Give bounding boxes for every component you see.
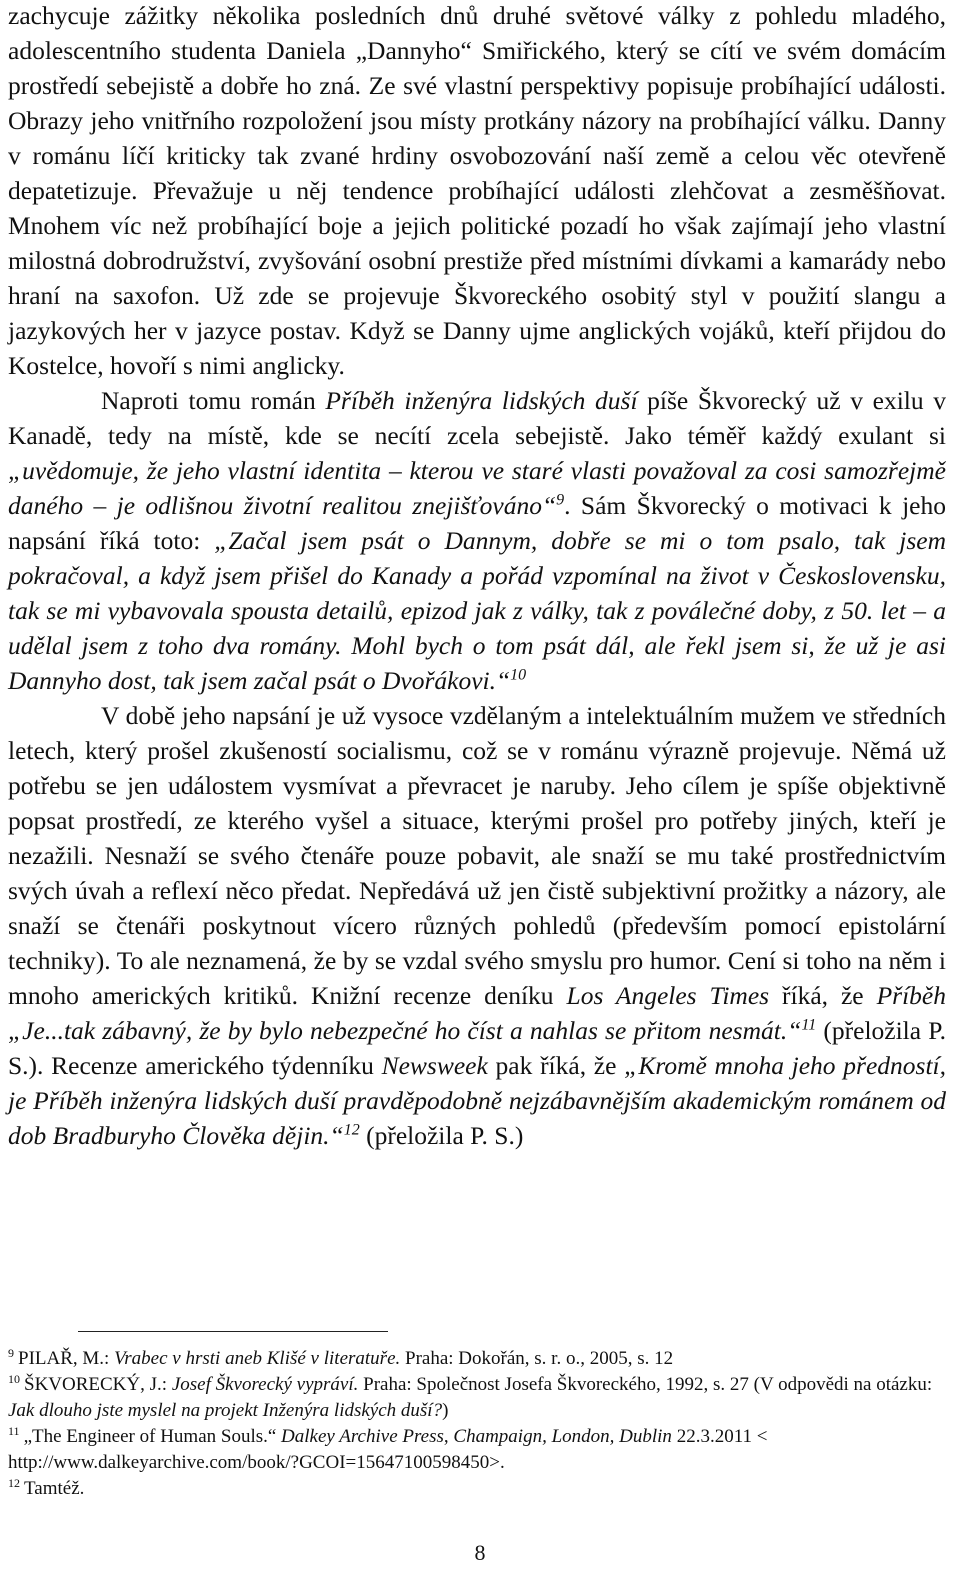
publisher: Dalkey Archive Press <box>281 1426 444 1447</box>
newspaper-title: Los Angeles Times <box>566 981 770 1010</box>
text: říká, že <box>769 981 877 1010</box>
text: ) <box>442 1400 449 1421</box>
footnote-ref[interactable]: 11 <box>801 1016 817 1034</box>
footnotes <box>8 1346 946 1502</box>
footnote-separator <box>78 1331 388 1332</box>
book-title: Příběh inženýra lidských duší <box>325 386 638 415</box>
document-page <box>8 0 946 1153</box>
footnote-number: 12 <box>8 1475 20 1490</box>
quotation: „uvědomuje, že jeho vlastní identita – kterou ve staré vlasti považoval za cosi samozřejmě daného – je odlišnou životní realitou znejišťováno“ <box>8 456 946 520</box>
quotation: Příběh „Je...tak zábavný, že by bylo nebezpečné ho číst a nahlas se přitom nesmát.“ <box>8 981 946 1045</box>
text: „The Engineer of Human Souls.“ <box>23 1426 282 1447</box>
footnote-number: 9 <box>8 1345 14 1360</box>
locations: Champaign, London, Dublin <box>453 1426 672 1447</box>
quotation: „Začal jsem psát o Dannym, dobře se mi o tom psalo, tak jsem pokračoval, a když jsem přišel do Kanady a pořád vzpomínal na život v Československu, tak se mi vybavovala spousta detailů, epizod jak z války, tak z poválečné doby, z 50. let – a udělal jsem z toho dva romány. Mohl bych o tom psát dál, ale řekl jsem si, že už je asi Dannyho dost, tak jsem začal psát o Dvořákovi.“ <box>8 526 946 695</box>
footnote-10 <box>8 1372 946 1424</box>
paragraph-3 <box>8 698 946 1153</box>
page-number: 8 <box>474 1540 486 1565</box>
text: Praha: Společnost Josefa Škvoreckého, 1992, s. 27 (V odpovědi na otázku: <box>358 1374 933 1395</box>
text: (přeložila P. S.). Recenze amerického týdenníku <box>8 1016 946 1080</box>
text: PILAŘ, M.: <box>18 1348 115 1369</box>
text: V době jeho napsání je už vysoce vzdělaným a intelektuálním mužem ve středních letech, který prošel zkušeností socialismu, což se v románu výrazně projevuje. Němá už potřebu se jen událostem vysmívat a převracet je naruby. Jeho cílem je spíše objektivně popsat prostředí, ze kterého vyšel a situace, kterými prošel pro potřeby jiných, kteří je nezažili. Nesnaží se svého čtenáře pouze pobavit, ale snaží se mu také prostřednictvím svých úvah a reflexí něco předat. Nepředává už jen čistě subjektivní prožitky a názory, ale snaží se čtenáři poskytnout vícero různých pohledů (především pomocí epistolární techniky). To ale neznamená, že by se vzdal svého smyslu pro humor. Cení si toho na něm i mnoho amerických kritiků. Knižní recenze deníku <box>8 701 946 1010</box>
book-title: Josef Škvorecký vypráví. <box>171 1374 359 1395</box>
text: . Sám Škvorecký o motivaci k jeho napsání říká toto: <box>8 491 946 555</box>
paragraph-1: zachycuje zážitky několika posledních dnů druhé světové války z pohledu mladého, adolescentního studenta Daniela „Dannyho“ Smiřického, který se cítí ve svém domácím prostředí sebejistě a dobře ho zná. Ze své vlastní perspektivy popisuje probíhající události. Obrazy jeho vnitřního rozpoložení jsou místy protkány názory na probíhající válku. Danny v románu líčí kriticky tak zvané hrdiny osvobozování naší země a celou věc otevřeně depatetizuje. Převažuje u něj tendence probíhající události zlehčovat a zesměšňovat. Mnohem víc než probíhající boje a jejich politické pozadí ho však zajímají jeho vlastní milostná dobrodružství, zvyšování osobní prestiže před místními dívkami a kamarády nebo hraní na saxofon. Už zde se projevuje Škvoreckého osobitý styl v použití slangu a jazykových her v jazyce postav. Když se Danny ujme anglických vojáků, kteří přijdou do Kostelce, hovoří s nimi anglicky. <box>8 1 946 380</box>
text: , <box>443 1426 454 1447</box>
footnote-number: 11 <box>8 1423 20 1438</box>
text: (přeložila P. S.) <box>359 1121 524 1150</box>
footnote-9 <box>8 1346 946 1372</box>
paragraph-2 <box>8 383 946 698</box>
url-text: 22.3.2011 < http://www.dalkeyarchive.com/book/?GCOI=15647100598450>. <box>8 1426 768 1473</box>
footnote-number: 10 <box>8 1371 20 1386</box>
footnote-11 <box>8 1424 946 1476</box>
text: píše Škvorecký už v exilu v Kanadě, tedy na místě, kde se necítí zcela sebejistě. Jako téměř každý exulant si <box>8 386 946 450</box>
text: pak říká, že <box>487 1051 625 1080</box>
text: Naproti tomu román <box>101 386 326 415</box>
magazine-title: Newsweek <box>381 1051 488 1080</box>
question: Jak dlouho jste myslel na projekt Inženýra lidských duší? <box>8 1400 443 1421</box>
footnote-ref[interactable]: 10 <box>510 666 527 684</box>
footnote-ref[interactable]: 12 <box>343 1121 360 1139</box>
quotation: „Kromě mnoha jeho předností, je Příběh inženýra lidských duší pravděpodobně nejzábavnějším akademickým románem od dob Bradburyho Člověka dějin.“ <box>8 1051 946 1150</box>
text: ŠKVORECKÝ, J.: <box>24 1374 172 1395</box>
text: Tamtéž. <box>24 1478 85 1499</box>
text: Praha: Dokořán, s. r. o., 2005, s. 12 <box>400 1348 674 1369</box>
footnote-ref[interactable]: 9 <box>556 491 565 509</box>
book-title: Vrabec v hrsti aneb Klišé v literatuře. <box>114 1348 401 1369</box>
footnote-12 <box>8 1476 946 1502</box>
